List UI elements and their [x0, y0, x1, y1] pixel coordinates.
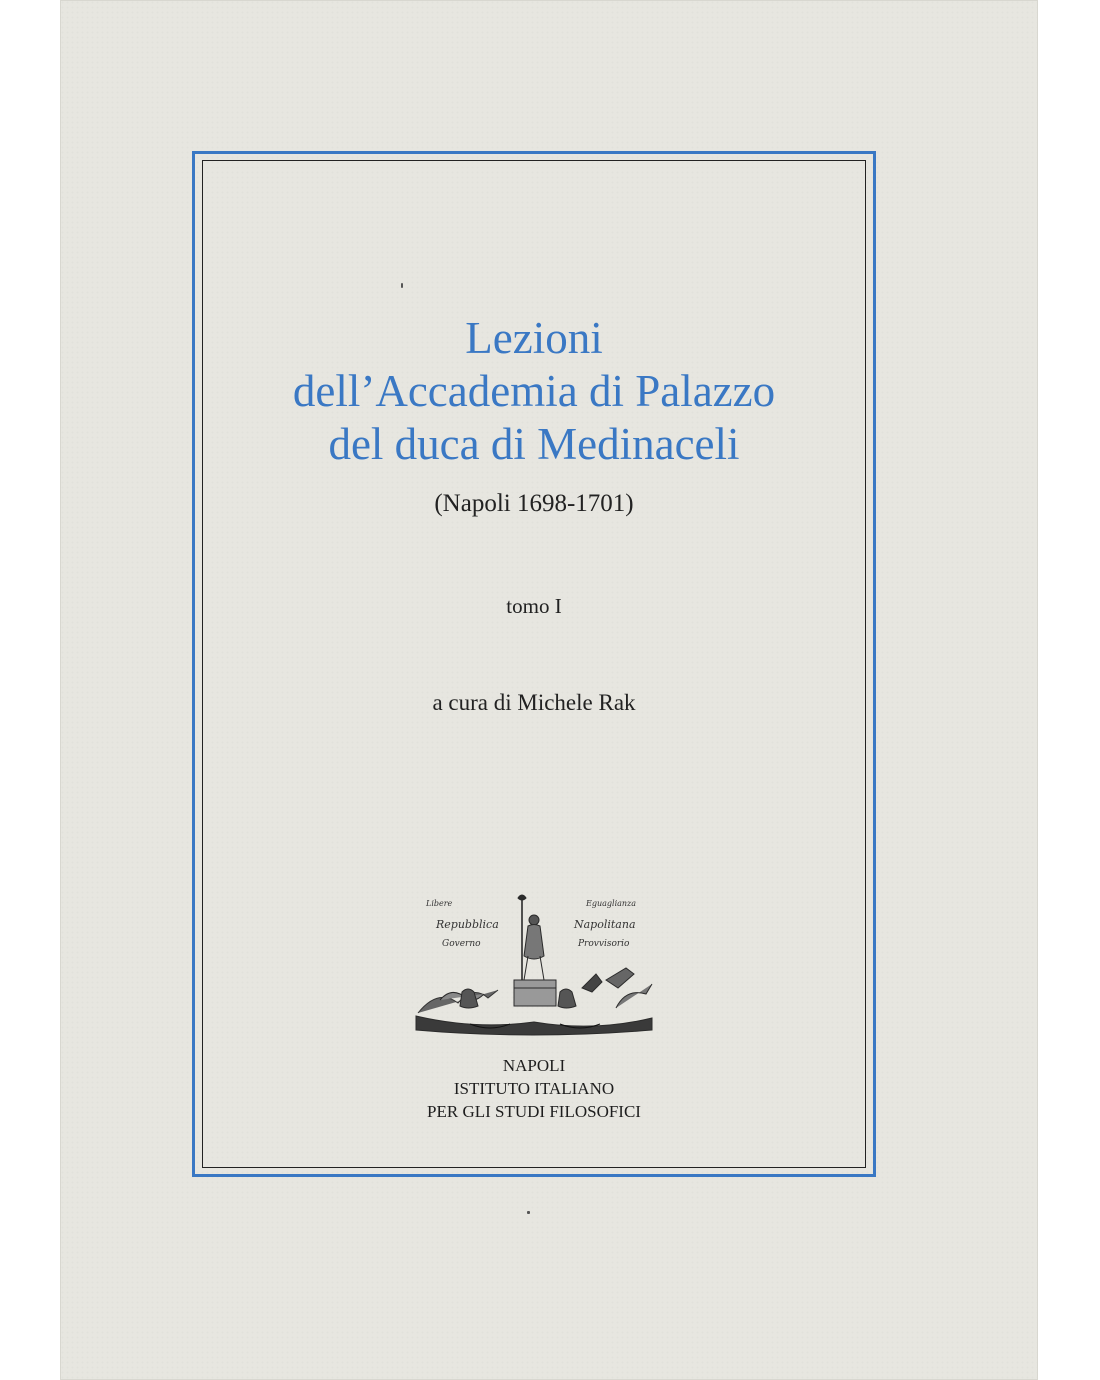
vignette-label: Governo	[442, 939, 481, 949]
title-line: dell’Accademia di Palazzo	[292, 366, 776, 416]
title-line: Lezioni	[465, 313, 603, 363]
publisher-block	[192, 1054, 876, 1123]
vignette-label: Libere	[426, 899, 453, 908]
publisher-line: NAPOLI	[502, 1056, 566, 1075]
engraved-vignette	[410, 888, 660, 1038]
vignette-label: Eguaglianza	[586, 899, 637, 908]
publisher-line: ISTITUTO ITALIANO	[453, 1079, 615, 1098]
paper-speck	[527, 1211, 530, 1214]
publisher-line: PER GLI STUDI FILOSOFICI	[427, 1102, 641, 1121]
vignette-label: Repubblica	[436, 918, 499, 931]
book-title	[192, 312, 876, 471]
paper-speck	[401, 283, 403, 288]
editor-credit: a cura di Michele Rak	[432, 690, 636, 715]
title-line: del duca di Medinaceli	[328, 419, 740, 469]
vignette-label: Provvisorio	[578, 939, 630, 949]
date-range: (Napoli 1698-1701)	[434, 490, 634, 517]
vignette-label: Napolitana	[574, 918, 636, 931]
volume-number: tomo I	[506, 594, 562, 618]
